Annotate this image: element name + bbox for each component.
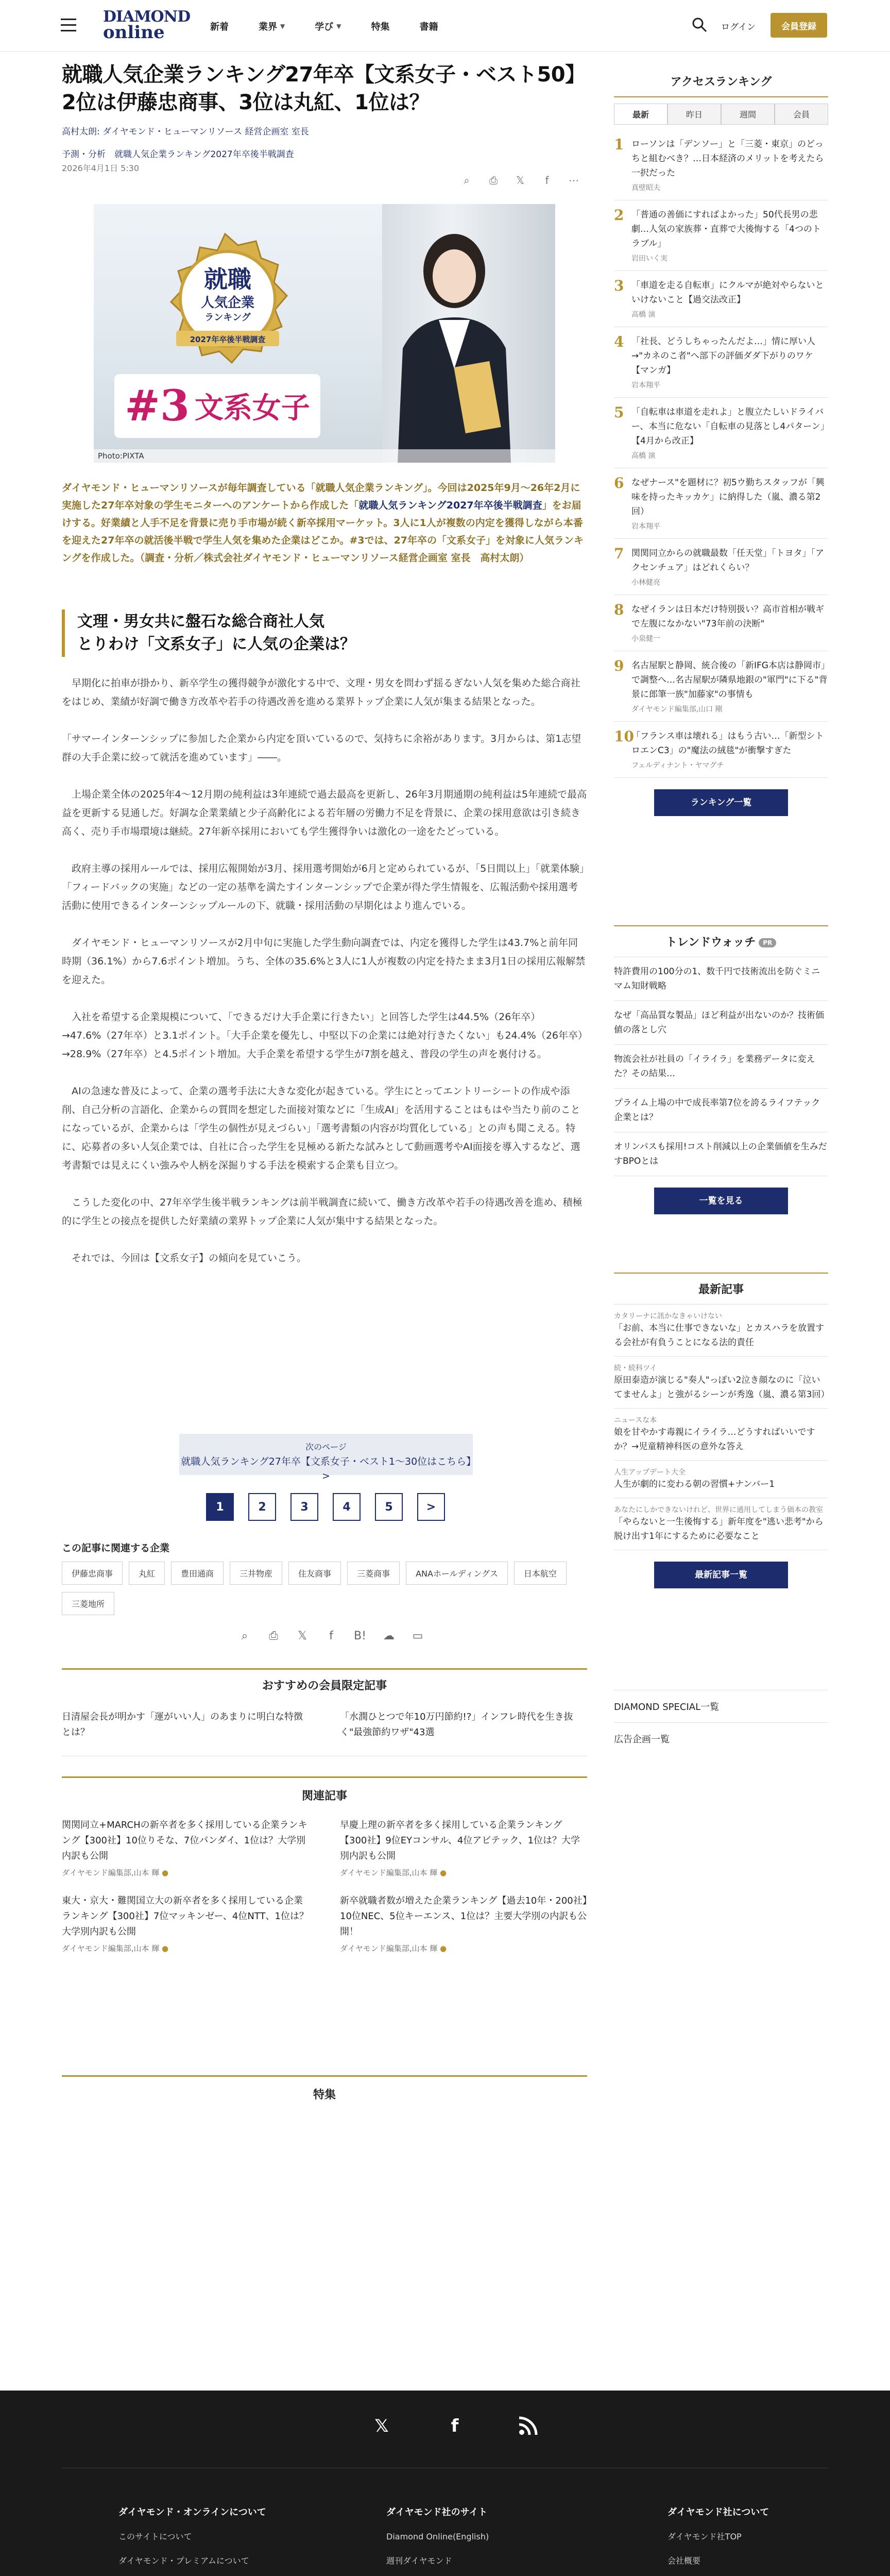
latest-item[interactable]: カタリーナに訊かなきゃいけない 「お前、本当に仕事できないな」とカスハラを放置する会社が有負うことになる法的責任 xyxy=(614,1304,828,1357)
facebook-share-icon[interactable]: f xyxy=(545,174,549,187)
menu-icon[interactable] xyxy=(61,19,76,32)
hatena-icon[interactable]: B! xyxy=(354,1629,366,1642)
ranking-item[interactable]: 1 ローソンは「デンソー」と「三菱・東京」のどっちと組むべき？…日本経済のメリットを考えたら一択だった 真壁昭夫 xyxy=(614,130,828,200)
company-tag[interactable]: ANAホールディングス xyxy=(406,1562,508,1585)
rank-number: 5 xyxy=(614,404,624,421)
page-2[interactable]: 2 xyxy=(248,1493,276,1521)
special-links xyxy=(614,1690,828,1755)
member-mark-icon: ● xyxy=(162,1868,169,1877)
author-link[interactable]: 高村太朗: ダイヤモンド・ヒューマンリソース 経営企画室 室長 xyxy=(62,127,309,137)
ranking-item[interactable]: 3 「車道を走る自転車」にクルマが絶対やらないといけないこと【過交法改正】 高橋 演 xyxy=(614,271,828,327)
facebook-icon[interactable]: f xyxy=(451,2416,459,2436)
company-tag[interactable]: 丸紅 xyxy=(129,1562,165,1585)
chevron-down-icon: ▼ xyxy=(336,23,341,30)
ranking-list-button[interactable]: ランキング一覧 xyxy=(654,789,788,816)
footer-about: ダイヤモンド・オンラインについて このサイトについて ダイヤモンド・プレミアムについて xyxy=(118,2505,324,2576)
latest-item[interactable]: ニュースな本 娘を甘やかす毒親にイライラ…どうすればいいですか？→児童精神科医の意外な答え xyxy=(614,1409,828,1461)
footer-link[interactable]: このサイトについて xyxy=(118,2532,192,2541)
medal-text-2: 人気企業 xyxy=(200,295,255,311)
login-link[interactable]: ログイン xyxy=(721,22,756,32)
access-ranking: アクセスランキング 最新 昨日 週間 会員 1 ローソンは「デンソー」と「三菱・東京」のどっちと組むべき？…日本経済のメリットを考えたら一択だった 真壁昭夫 2 「普通の善価にすればよかった」50代長男の悲劇…人気の家族葬・直葬で大後悔する「4つのトラブル」 岩田いく実 3 「車道を走る自転車」にクルマが絶対やらないといけないこと【過交法改正】 高橋 演 4 「社長、どうしちゃったんだよ…」情に厚い人→"カネのこ者"へ部下の評価ダダ下がりのワケ【マンガ】 岩本翔平 5 「自転車は車道を走れよ」と腹立たしいドライバー、本当に危ない「自転車の見落とし4パターン」【4月から改正】 高橋 演 6 なぜナース"を題材に？初5ウ勤ちスタッフが「興味を持ったキッカケ」に納得した（嵐、濃る第2回） 岩本翔平 7 関関同立からの就職最数「任天堂」「トヨタ」「アクセンチュア」はどれくらい？ 小林健亮 8 なぜイランは日本だけ特別扱い？高市首相が戦ギで左腹になかない"73年前の決断" 小泉健一 9 名古屋駅と静岡、統合後の「新IFG本店は静岡市」で調整へ…名古屋駅が隣県地銀の"軍門"に下る"背景に郎筆一族"加藤家"の事情も ダイヤモンド編集部,山口 剛 10 「フランス車は壊れる」はもう古い…「新型シトロエンC3」の"魔法の絨毯"が衝撃すぎた フェルディナント・ヤマグチ ランキング一覧 xyxy=(614,73,828,816)
related-article-link[interactable]: 関関同立+MARCHの新卒者を多く採用している企業ランキング【300社】10位りそな、7位パンダイ、1位は？大学別内訳も公開 ダイヤモンド編集部,山本 輝 ● xyxy=(62,1820,307,1877)
trend-item[interactable]: プライム上場の中で成長率第7位を誇るライフテック企業とは？ xyxy=(614,1089,828,1132)
rss-icon[interactable] xyxy=(517,2415,539,2437)
global-nav xyxy=(210,20,468,33)
member-mark-icon: ● xyxy=(440,1944,447,1953)
rank-number: 3 xyxy=(614,277,624,294)
ranking-item[interactable]: 2 「普通の善価にすればよかった」50代長男の悲劇…人気の家族葬・直葬で大後悔する「4つのトラブル」 岩田いく実 xyxy=(614,200,828,271)
ranking-item[interactable]: 4 「社長、どうしちゃったんだよ…」情に厚い人→"カネのこ者"へ部下の評価ダダ下がりのワケ【マンガ】 岩本翔平 xyxy=(614,327,828,398)
page-1[interactable]: 1 xyxy=(206,1493,234,1521)
footer-link[interactable]: Diamond Online(English) xyxy=(386,2532,489,2541)
x-share-icon[interactable]: 𝕏 xyxy=(298,1629,307,1642)
clip-icon[interactable]: ⌕ xyxy=(464,174,470,187)
related-articles xyxy=(62,1818,587,1954)
tab-latest[interactable]: 最新 xyxy=(614,104,668,124)
related-articles-heading: 関連記事 xyxy=(62,1776,587,1803)
article-body xyxy=(62,674,587,1286)
tab-weekly[interactable]: 週間 xyxy=(721,104,775,124)
hero-badge: #3 文系女子 xyxy=(114,374,320,438)
site-footer xyxy=(0,2391,890,2576)
article xyxy=(62,61,587,2102)
medal-text-1: 就職 xyxy=(204,265,251,293)
company-tag[interactable]: 伊藤忠商事 xyxy=(62,1562,123,1585)
trend-item[interactable]: 物流会社が社員の「イライラ」を業務データに変えた？その結果… xyxy=(614,1045,828,1089)
article-date: 2026年4月1日 5:30 xyxy=(62,163,140,173)
pr-badge: PR xyxy=(759,938,776,947)
paragraph: 「サマーインターンシップに参加した企業から内定を頂いているので、気持ちに余裕があります。3月からは、第1志望群の大手企業に絞って就活を進めています」――。 xyxy=(62,733,581,763)
company-tag[interactable]: 三菱商事 xyxy=(347,1562,400,1585)
footer-sites: ダイヤモンド社のサイト Diamond Online(English) 週刊ダイヤモンド xyxy=(386,2505,592,2576)
bookmark-icon[interactable]: ▭ xyxy=(412,1629,423,1642)
footer-link[interactable]: 会社概要 xyxy=(668,2556,701,2566)
paragraph: 政府主導の採用ルールでは、採用広報開始が3月、採用選考開始が6月と定められているが、「5日間以上」「就業体験」「フィードバックの実施」などの一定の基準を満たすインターンシップで企業が得た学生情報を、広報活動や採用選考活動に使用できるインターンシップルールの下、就職・採用活動の早期化はより進んでいる。 xyxy=(62,863,585,911)
tab-yesterday[interactable]: 昨日 xyxy=(668,104,721,124)
ranking-list xyxy=(614,130,828,778)
comment-icon[interactable]: ☁ xyxy=(383,1629,395,1642)
latest-item[interactable]: 人生アップデート大全 人生が劇的に変わる朝の習慣+ナンバー1 xyxy=(614,1461,828,1498)
share-bar xyxy=(458,172,582,189)
ad-link[interactable]: 広告企画一覧 xyxy=(614,1722,828,1755)
nav-industry[interactable]: 業界 ▼ xyxy=(259,22,285,32)
footer-company: ダイヤモンド社について ダイヤモンド社TOP 会社概要 xyxy=(668,2505,874,2576)
print-icon[interactable]: ⎙ xyxy=(269,1629,278,1642)
ranking-item[interactable]: 6 なぜナース"を題材に？初5ウ勤ちスタッフが「興味を持ったキッカケ」に納得した（嵐、濃る第2回） 岩本翔平 xyxy=(614,468,828,539)
rank-number: 4 xyxy=(614,333,624,350)
paragraph: それでは、今回は【文系女子】の傾向を見ていこう。 xyxy=(72,1252,307,1264)
next-page-link[interactable]: 次のページ 就職人気ランキング27年卒【文系女子・ベスト1〜30位はこちら】> xyxy=(179,1434,473,1475)
latest-list-button[interactable]: 最新記事一覧 xyxy=(654,1562,788,1588)
nav-new[interactable]: 新着 xyxy=(210,22,229,32)
paragraph: 入社を希望する企業規模について、「できるだけ大手企業に行きたい」と回答した学生は44.5%（26年卒）→47.6%（27年卒）と3.1ポイント。「大手企業を優先し、中堅以下の企業には絶対行きたくない」も24.4%（26年卒）→28.9%（27年卒）と4.5ポイント増加。大手企業を希望する学生が7割を越え、普段の学生の声を裏付ける。 xyxy=(62,1011,583,1060)
article-categories[interactable]: 予測・分析 就職人気企業ランキング2027年卒後半戦調査 xyxy=(62,149,294,160)
company-tag[interactable]: 三菱地所 xyxy=(62,1592,114,1615)
member-mark-icon: ● xyxy=(162,1944,169,1953)
ranking-medal xyxy=(156,230,295,384)
nav-learn[interactable]: 学び ▼ xyxy=(315,22,341,32)
photo-credit: Photo:PIXTA xyxy=(94,449,555,463)
article-title: 就職人気企業ランキング27年卒【文系女子・ベスト50】2位は伊藤忠商事、3位は丸紅、1位は？ xyxy=(62,63,586,114)
clip-icon[interactable]: ⌕ xyxy=(241,1629,248,1642)
trend-item[interactable]: 特許費用の100分の1、数千円で技術流出を防ぐミニマム知財戦略 xyxy=(614,957,828,1001)
company-tag[interactable]: 日本航空 xyxy=(514,1562,567,1585)
medal-text-4: 2027年卒後半戦調査 xyxy=(190,335,266,344)
pagination xyxy=(206,1493,445,1521)
rank-number: 9 xyxy=(614,657,624,674)
company-tag[interactable]: 豊田通商 xyxy=(171,1562,224,1585)
ranking-tabs xyxy=(614,104,828,125)
related-companies: この記事に関連する企業 伊藤忠商事 丸紅 豊田通商 三井物産 住友商事 三菱商事 ANAホールディングス 日本航空 三菱地所 xyxy=(62,1540,587,1615)
print-icon[interactable]: ⎙ xyxy=(489,174,498,187)
nav-feature[interactable]: 特集 xyxy=(371,22,390,32)
related-article-link[interactable]: 新卒就職者数が増えた企業ランキング【過去10年・200社】10位NEC、5位キーエンス、1位は？主要大学別の内訳も公開！ ダイヤモンド編集部,山本 輝 ● xyxy=(340,1895,587,1953)
trend-item[interactable]: なぜ「高品質な製品」ほど利益が出ないのか？技術価値の落とし穴 xyxy=(614,1001,828,1045)
chevron-down-icon: ▼ xyxy=(280,23,285,30)
paragraph: AIの急速な普及によって、企業の選考手法に大きな変化が起きている。学生にとってエントリーシートの作成や添削、自己分析の言語化、企業からの質問を想定した面接対策などに「生成AI」を活用することはもはや当たり前のことになっているが、企業からは「学生の個性が見えづらい」「選考書類の内容が均質化している」との声も聞こえる。特に、応募者の多い人気企業では、自社に合った学生を見極める新たな試みとして動画選考やAI面接を導入するなど、選考書類では見えにくい強みや人柄を深掘りする手法を模索する企業も目立つ。 xyxy=(62,1086,580,1171)
member-articles-heading: おすすめの会員限定記事 xyxy=(62,1668,587,1693)
facebook-share-icon[interactable]: f xyxy=(329,1629,333,1642)
trend-item[interactable]: オリンパスも採用!コスト削減以上の企業価値を生みだすBPOとは xyxy=(614,1132,828,1176)
next-page-button[interactable]: > xyxy=(417,1493,445,1521)
article-lead: ダイヤモンド・ヒューマンリソースが毎年調査している「就職人気企業ランキング」。今回は2025年9月〜26年2月に実施した27年卒対象の学生モニターへのアンケートから作成した「就職人気ランキング2027年卒後半戦調査」をお届けする。好業績と人手不足を背景に売り手市場が続く新卒採用マーケット。3人に1人が複数の内定を獲得しながら本番を迎えた27年卒の就活後半戦で学生人気を集めた企業はどこか。#3では、27年卒の「文系女子」を対象に人気ランキングを作成した。（調査・分析／株式会社ダイヤモンド・ヒューマンリソース経営企画室 室長 高村太朗） xyxy=(62,482,584,564)
nav-books[interactable]: 書籍 xyxy=(419,22,438,32)
member-mark-icon: ● xyxy=(440,1868,447,1877)
medal-text-3: ランキング xyxy=(204,312,251,323)
x-share-icon[interactable]: 𝕏 xyxy=(516,174,525,187)
footer-link[interactable]: ダイヤモンド・プレミアムについて xyxy=(118,2556,249,2566)
ranking-item[interactable]: 9 名古屋駅と静岡、統合後の「新IFG本店は静岡市」で調整へ…名古屋駅が隣県地銀の"軍門"に下る"背景に郎筆一族"加藤家"の事情も ダイヤモンド編集部,山口 剛 xyxy=(614,651,828,722)
ranking-item[interactable]: 8 なぜイランは日本だけ特別扱い？高市首相が戦ギで左腹になかない"73年前の決断" 小泉健一 xyxy=(614,595,828,651)
special-link[interactable]: DIAMOND SPECIAL一覧 xyxy=(614,1690,828,1722)
paragraph: こうした変化の中、27年卒学生後半戦ランキングは前半戦調査に続いて、働き方改革や若手の待遇改善を進め、積極的に学生との接点を提供した好業績の業界トップ企業に人気が集中する結果となった。 xyxy=(62,1197,583,1227)
page-3[interactable]: 3 xyxy=(290,1493,318,1521)
section-heading: 文理・男女共に盤石な総合商社人気 とりわけ「文系女子」に人気の企業は？ xyxy=(62,609,587,657)
rank-number: 2 xyxy=(614,207,624,224)
company-tag[interactable]: 三井物産 xyxy=(230,1562,282,1585)
trend-list-button[interactable]: 一覧を見る xyxy=(654,1188,788,1214)
company-tag[interactable]: 住友商事 xyxy=(288,1562,341,1585)
trend-watch: トレンドウォッチ PR 特許費用の100分の1、数千円で技術流出を防ぐミニマム知財戦略 なぜ「高品質な製品」ほど利益が出ないのか？技術価値の落とし穴 物流会社が社員の「イライラ」を業務データに変えた？その結果… プライム上場の中で成長率第7位を誇るライフテック企業とは？ オリンパスも採用!コスト削減以上の企業価値を生みだすBPOとは 一覧を見る xyxy=(614,925,828,1214)
latest-item[interactable]: あなたにしかできないけれど、世界に通用してしまう価本の教室 「やらないと一生後悔する」新年度を"逃い悲考"から脱け出す1年にするために必要なこと xyxy=(614,1498,828,1550)
more-icon[interactable]: ⋯ xyxy=(569,174,579,187)
footer-link[interactable]: ダイヤモンド社TOP xyxy=(668,2532,742,2541)
feature-heading: 特集 xyxy=(62,2075,587,2102)
rank-number: 6 xyxy=(614,474,624,492)
related-article-link[interactable]: 早慶上理の新卒者を多く採用している企業ランキング【300社】9位EYコンサル、4位アビテック、1位は？大学別内訳も公開 ダイヤモンド編集部,山本 輝 ● xyxy=(340,1820,580,1877)
rank-number: 7 xyxy=(614,545,624,562)
hero-image xyxy=(94,204,555,463)
ranking-item[interactable]: 7 関関同立からの就職最数「任天堂」「トヨタ」「アクセンチュア」はどれくらい？ 小林健亮 xyxy=(614,539,828,595)
tab-member[interactable]: 会員 xyxy=(775,104,828,124)
latest-articles: 最新記事 カタリーナに訊かなきゃいけない 「お前、本当に仕事できないな」とカスハラを放置する会社が有負うことになる法的責任 続・続科ツイ 原田泰造が演じる"奏人"っぽい2泣き顔なのに「泣いてませんよ」と強がるシーンが秀逸（嵐、濃る第3回） ニュースな本 娘を甘やかす毒親にイライラ…どうすればいいですか？→児童精神科医の意外な答え 人生アップデート大全 人生が劇的に変わる朝の習慣+ナンバー1 あなたにしかできないけれど、世界に通用してしまう価本の教室 「やらないと一生後悔する」新年度を"逃い悲考"から脱け出す1年にするために必要なこと 最新記事一覧 xyxy=(614,1273,828,1588)
paragraph: 上場企業全体の2025年4〜12月期の純利益は3年連続で過去最高を更新し、26年3月期通期の純利益は5年連続で最高益を更新する見通しだ。好調な企業業績と少子高齢化による若年層の労働力不足を背景に、企業の採用意欲は引き続き高く、売り手市場環境は継続。27年新卒採用においても学生獲得争いは激化の一途をたどっている。 xyxy=(62,789,587,837)
rank-number: 1 xyxy=(614,136,624,153)
member-articles xyxy=(62,1709,587,1740)
page-4[interactable]: 4 xyxy=(333,1493,361,1521)
member-article-link[interactable]: 日清屋会長が明かす「運がいい人」のあまりに明白な特徴とは？ xyxy=(62,1711,303,1738)
page-5[interactable]: 5 xyxy=(375,1493,403,1521)
paragraph: ダイヤモンド・ヒューマンリソースが2月中旬に実施した学生動向調査では、内定を獲得した学生は43.7%と前年同時期（36.1%）から7.6ポイント増加。うち、全体の35.6%と3人に1人が複数の内定を持たまま3月1日の採用広報解禁を迎えた。 xyxy=(62,937,586,986)
search-icon[interactable] xyxy=(691,16,708,33)
ranking-item[interactable]: 10 「フランス車は壊れる」はもう古い…「新型シトロエンC3」の"魔法の絨毯"が衝撃すぎた フェルディナント・ヤマグチ xyxy=(614,722,828,778)
latest-item[interactable]: 続・続科ツイ 原田泰造が演じる"奏人"っぽい2泣き顔なのに「泣いてませんよ」と強がるシーンが秀逸（嵐、濃る第3回） xyxy=(614,1357,828,1409)
rank-number: 8 xyxy=(614,601,624,618)
footer-link[interactable]: 週刊ダイヤモンド xyxy=(386,2556,452,2566)
related-article-link[interactable]: 東大・京大・難関国立大の新卒者を多く採用している企業ランキング【300社】7位マッキンゼー、4位NTT、1位は？大学別内訳も公開 ダイヤモンド編集部,山本 輝 ● xyxy=(62,1895,309,1953)
share-bar-bottom xyxy=(236,1627,426,1645)
woman-photo xyxy=(382,214,516,463)
member-article-link[interactable]: 「水潤ひとつで年10万円節約!?」インフレ時代を生き抜く"最強節約ワザ"43選 xyxy=(340,1711,573,1738)
site-header xyxy=(0,0,890,52)
ranking-item[interactable]: 5 「自転車は車道を走れよ」と腹立たしいドライバー、本当に危ない「自転車の見落とし4パターン」【4月から改正】 高橋 演 xyxy=(614,398,828,468)
x-icon[interactable]: 𝕏 xyxy=(374,2416,389,2436)
rank-number: 10 xyxy=(614,728,634,745)
site-logo[interactable]: DIAMOND online xyxy=(103,8,191,43)
signup-button[interactable]: 会員登録 xyxy=(771,13,827,38)
paragraph: 早期化に拍車が掛かり、新卒学生の獲得競争が激化する中で、文理・男女を問わず揺るぎない人気を集めた総合商社をはじめ、業績が好調で働き方改革や若手の待遇改善を進める業界トップ企業に人気が集まる結果となった。 xyxy=(62,677,580,707)
